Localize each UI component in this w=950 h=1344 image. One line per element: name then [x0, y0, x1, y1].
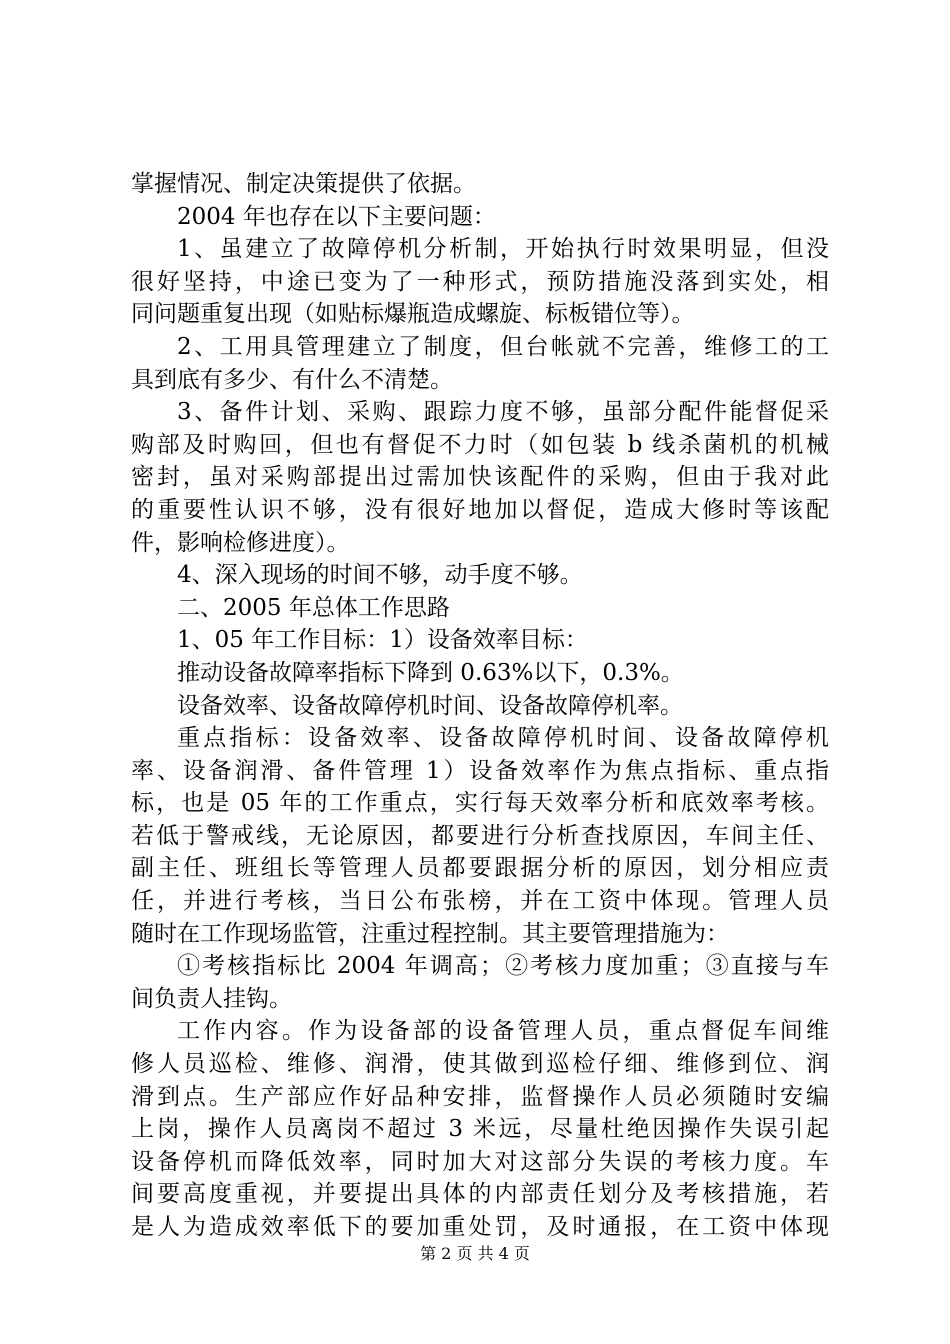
- text-line: 设备停机而降低效率，同时加大对这部分失误的考核力度。车: [131, 1148, 829, 1175]
- page-footer: 第 2 页 共 4 页: [420, 1244, 530, 1263]
- text-line: 率、设备润滑、备件管理 1）设备效率作为焦点指标、重点指: [131, 757, 829, 784]
- text-line: 1、05 年工作目标：1）设备效率目标：: [177, 627, 588, 654]
- text-line: 购部及时购回，但也有督促不力时（如包装 b 线杀菌机的机械: [131, 431, 829, 458]
- text-line: 推动设备故障率指标下降到 0.63%以下，0.3%。: [177, 659, 684, 686]
- text-line: 上岗，操作人员离岗不超过 3 米远，尽量杜绝因操作失误引起: [131, 1116, 829, 1143]
- text-line: 副主任、班组长等管理人员都要跟据分析的原因，划分相应责: [131, 855, 829, 882]
- text-line: 任，并进行考核，当日公布张榜，并在工资中体现。管理人员: [131, 888, 829, 915]
- text-line: 随时在工作现场监管，注重过程控制。其主要管理措施为：: [131, 920, 729, 947]
- text-line: 很好坚持，中途已变为了一种形式，预防措施没落到实处，相: [131, 268, 829, 295]
- text-line: 间负责人挂钩。: [131, 985, 292, 1012]
- text-line: 滑到点。生产部应作好品种安排，监督操作人员必须随时安编: [131, 1083, 829, 1110]
- text-line: 密封，虽对采购部提出过需加快该配件的采购，但由于我对此: [131, 464, 829, 491]
- text-line: ①考核指标比 2004 年调高；②考核力度加重；③直接与车: [177, 953, 829, 980]
- text-line: 的重要性认识不够，没有很好地加以督促，造成大修时等该配: [131, 496, 829, 523]
- document-body: [131, 168, 829, 1244]
- text-line: 1、虽建立了故障停机分析制，开始执行时效果明显，但没: [177, 236, 829, 263]
- text-line: 若低于警戒线，无论原因，都要进行分析查找原因，车间主任、: [131, 822, 829, 849]
- text-line: 是人为造成效率低下的要加重处罚，及时通报，在工资中体现: [131, 1214, 829, 1240]
- text-line: 重点指标：设备效率、设备故障停机时间、设备故障停机: [177, 725, 829, 752]
- text-line: 件，影响检修进度）。: [131, 529, 350, 556]
- text-line: 设备效率、设备故障停机时间、设备故障停机率。: [177, 692, 683, 719]
- text-line: 工作内容。作为设备部的设备管理人员，重点督促车间维: [177, 1018, 829, 1045]
- text-line: 3、备件计划、采购、跟踪力度不够，虽部分配件能督促采: [177, 399, 829, 426]
- text-line: 2004 年也存在以下主要问题：: [177, 203, 496, 230]
- text-line: 2、工用具管理建立了制度，但台帐就不完善，维修工的工: [177, 333, 829, 360]
- text-line: 同问题重复出现（如贴标爆瓶造成螺旋、标板错位等）。: [131, 301, 695, 328]
- text-line: 间要高度重视，并要提出具体的内部责任划分及考核措施，若: [131, 1181, 829, 1208]
- text-line: 掌握情况、制定决策提供了依据。: [131, 171, 476, 197]
- text-line: 二、2005 年总体工作思路: [177, 594, 450, 621]
- text-line: 修人员巡检、维修、润滑，使其做到巡检仔细、维修到位、润: [131, 1051, 829, 1078]
- text-line: 标，也是 05 年的工作重点，实行每天效率分析和底效率考核。: [131, 790, 829, 817]
- text-line: 4、深入现场的时间不够，动手度不够。: [177, 562, 583, 589]
- text-line: 具到底有多少、有什么不清楚。: [131, 366, 453, 393]
